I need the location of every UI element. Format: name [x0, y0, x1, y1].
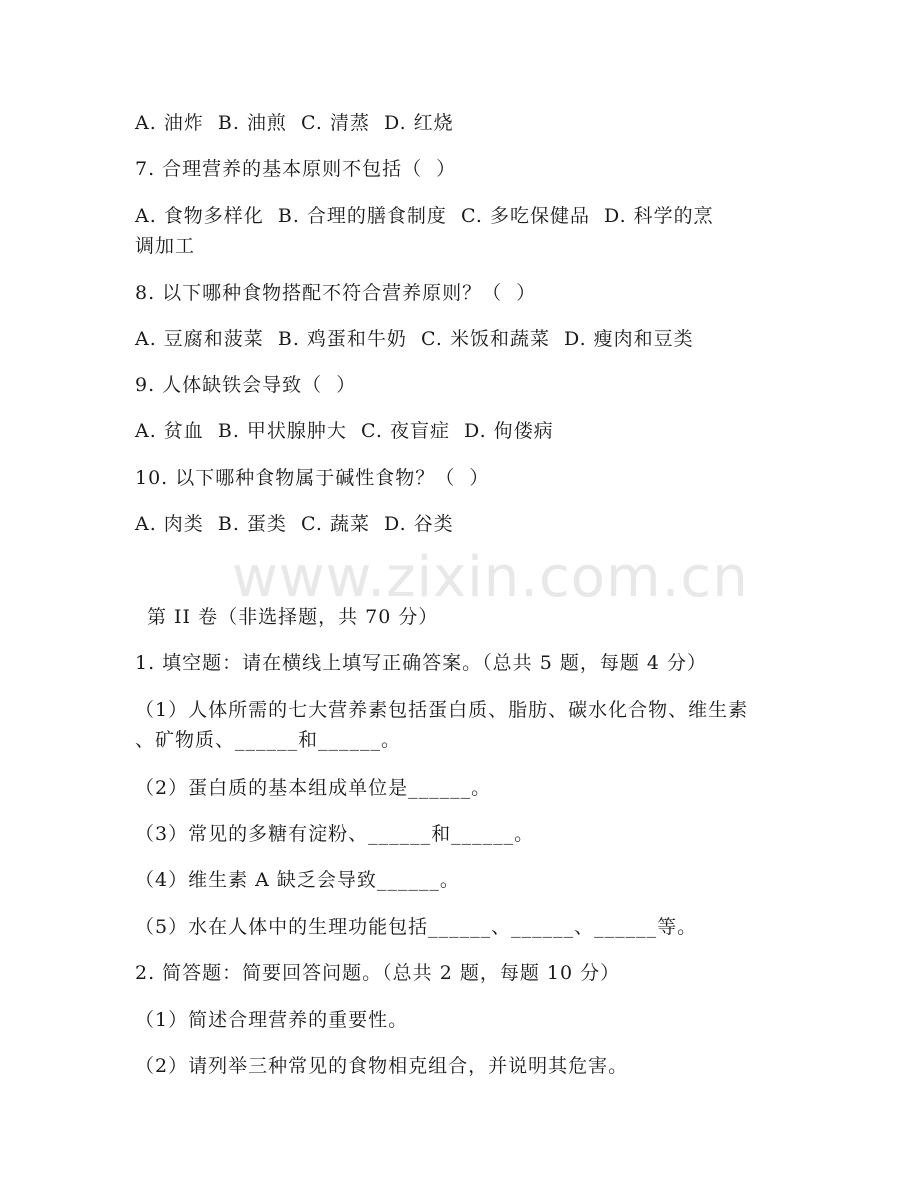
- fill-blank-2: （2）蛋白质的基本组成单位是______。: [135, 777, 492, 799]
- short-answer-1: （1）简述合理营养的重要性。: [135, 1009, 409, 1031]
- question-7-options-line1: A. 食物多样化 B. 合理的膳食制度 C. 多吃保健品 D. 科学的烹: [135, 205, 714, 227]
- fill-blank-1-line2: 、矿物质、______和______。: [135, 729, 402, 751]
- short-answer-title: 2. 简答题：简要回答问题。（总共 2 题，每题 10 分）: [135, 962, 621, 984]
- question-9-stem: 9. 人体缺铁会导致（ ）: [135, 374, 357, 396]
- question-10-stem: 10. 以下哪种食物属于碱性食物？（ ）: [135, 467, 490, 489]
- part2-heading: 第 II 卷（非选择题，共 70 分）: [147, 606, 439, 628]
- question-7-options-line2: 调加工: [135, 235, 196, 257]
- watermark: www.zixin.com.cn: [232, 545, 749, 610]
- fill-blank-5: （5）水在人体中的生理功能包括______、______、______等。: [135, 916, 698, 938]
- question-6-options: A. 油炸 B. 油煎 C. 清蒸 D. 红烧: [135, 112, 454, 134]
- question-10-options: A. 肉类 B. 蛋类 C. 蔬菜 D. 谷类: [135, 513, 454, 535]
- short-answer-2: （2）请列举三种常见的食物相克组合，并说明其危害。: [135, 1055, 629, 1077]
- question-8-options: A. 豆腐和菠菜 B. 鸡蛋和牛奶 C. 米饭和蔬菜 D. 瘦肉和豆类: [135, 328, 694, 350]
- question-8-stem: 8. 以下哪种食物搭配不符合营养原则？（ ）: [135, 282, 537, 304]
- fill-blank-title: 1. 填空题：请在横线上填写正确答案。（总共 5 题，每题 4 分）: [135, 652, 708, 674]
- question-7-stem: 7. 合理营养的基本原则不包括（ ）: [135, 158, 457, 180]
- fill-blank-1-line1: （1）人体所需的七大营养素包括蛋白质、脂肪、碳水化合物、维生素: [135, 699, 749, 721]
- fill-blank-3: （3）常见的多糖有淀粉、______和______。: [135, 823, 535, 845]
- question-9-options: A. 贫血 B. 甲状腺肿大 C. 夜盲症 D. 佝偻病: [135, 420, 554, 442]
- fill-blank-4: （4）维生素 A 缺乏会导致______。: [135, 869, 460, 891]
